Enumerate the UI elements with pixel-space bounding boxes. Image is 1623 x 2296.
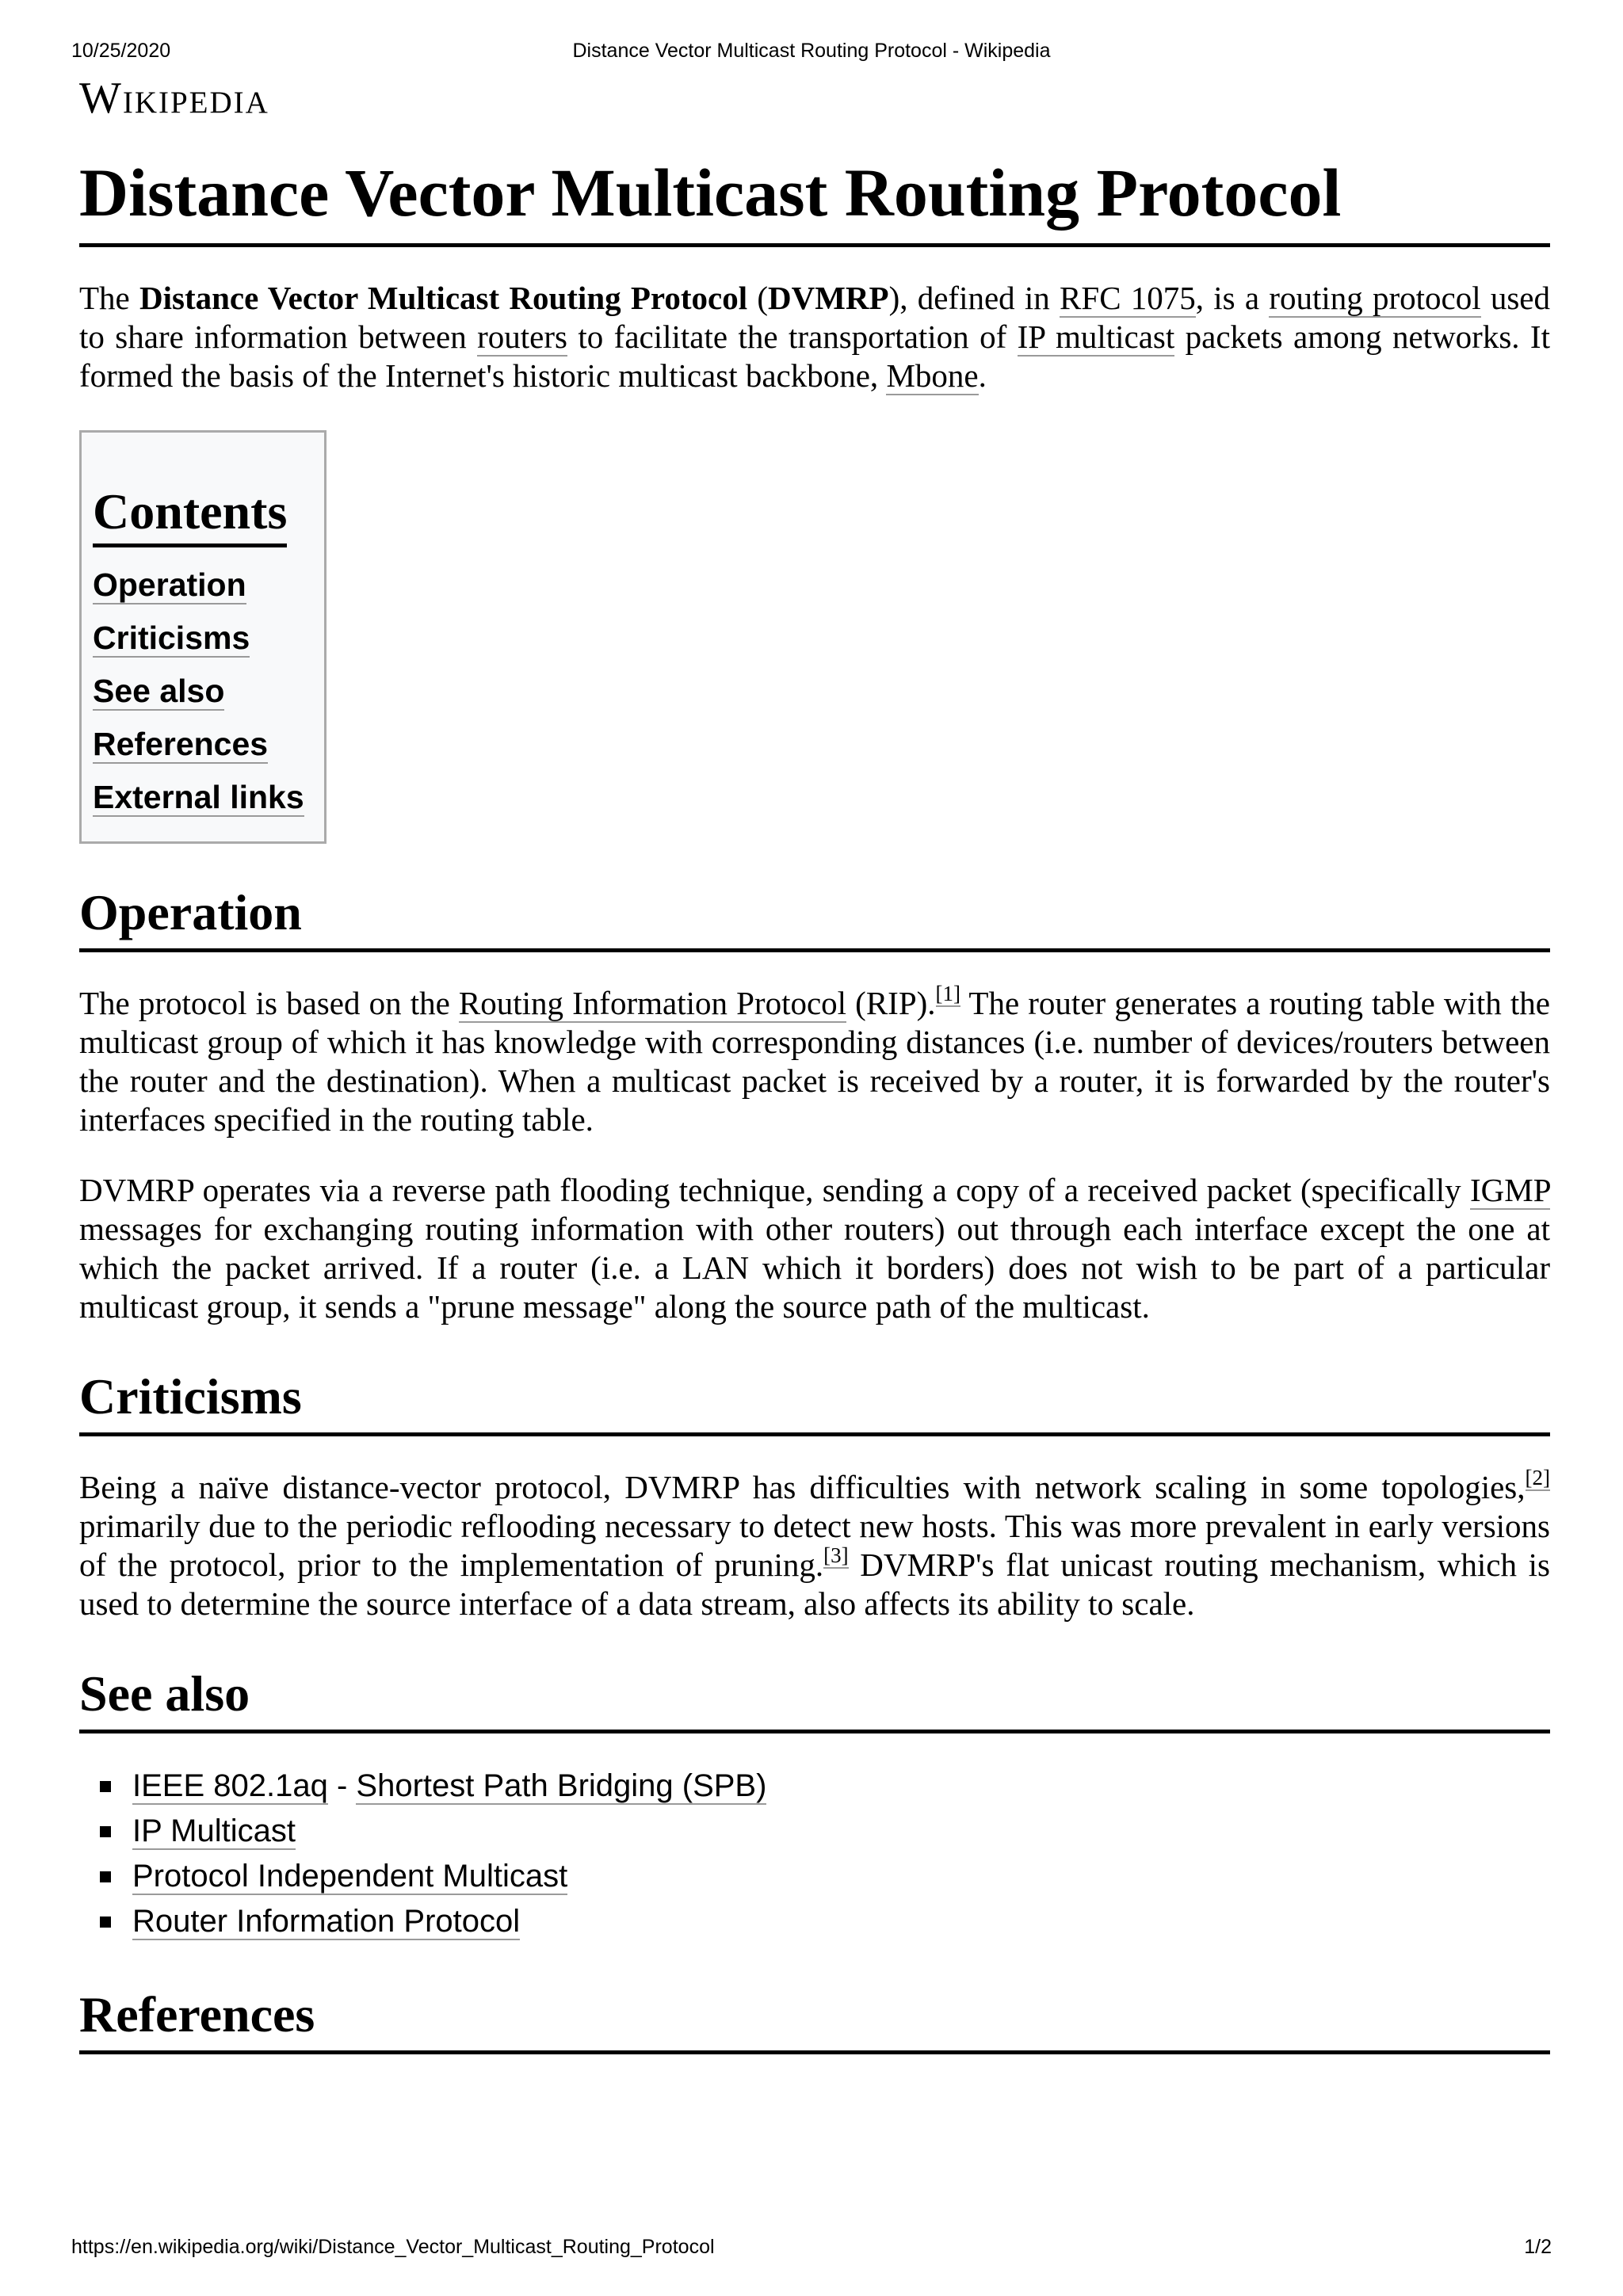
link-rfc-1075[interactable]: RFC 1075	[1060, 280, 1196, 316]
lead-text: The	[79, 280, 139, 316]
criticisms-paragraph	[79, 1468, 1550, 1623]
print-header	[0, 40, 1623, 67]
toc-link[interactable]: External links	[93, 779, 304, 815]
toc-link[interactable]: Criticisms	[93, 620, 250, 656]
toc-title: Contents	[93, 482, 287, 547]
link-igmp[interactable]: IGMP	[1470, 1172, 1550, 1208]
link-ip-multicast[interactable]: IP multicast	[1017, 318, 1175, 355]
toc-link[interactable]: References	[93, 726, 269, 762]
link-protocol-independent-multicast[interactable]: Protocol Independent Multicast	[132, 1859, 568, 1894]
link-routing-information-protocol[interactable]: Routing Information Protocol	[458, 985, 847, 1021]
lead-text: used to share information between	[79, 280, 1551, 355]
table-of-contents	[79, 430, 327, 844]
paragraph-text: Being a naïve distance-vector protocol, DVMRP has difficulties with network scaling in some topologies,	[79, 1469, 1526, 1505]
lead-text: packets among networks. It formed the basis of the Internet's historic multicast backbone,	[79, 318, 1550, 394]
link-routing-protocol[interactable]: routing protocol	[1269, 280, 1481, 316]
link-router-information-protocol[interactable]: Router Information Protocol	[132, 1904, 521, 1939]
operation-paragraph-1	[79, 984, 1550, 1139]
lead-text: to facilitate the transportation of	[567, 318, 1018, 355]
operation-paragraph-2	[79, 1171, 1550, 1326]
list-item	[79, 1809, 1550, 1854]
citation-ref-3[interactable]: [3]	[823, 1543, 849, 1567]
list-item	[79, 1854, 1550, 1899]
see-also-list	[79, 1764, 1550, 1944]
bullet-icon	[100, 1871, 111, 1882]
bullet-icon	[100, 1826, 111, 1837]
lead-text: ), defined in	[888, 280, 1060, 316]
print-date: 10/25/2020	[71, 40, 171, 62]
toc-item-criticisms[interactable]	[93, 612, 324, 665]
heading-see-also: See also	[79, 1665, 1550, 1733]
lead-text: , is a	[1195, 280, 1270, 316]
link-shortest-path-bridging[interactable]: Shortest Path Bridging (SPB)	[356, 1768, 767, 1803]
heading-references: References	[79, 1985, 1550, 2054]
article-title: Distance Vector Multicast Routing Protocol	[79, 154, 1550, 247]
bullet-icon	[100, 1781, 111, 1792]
heading-operation: Operation	[79, 883, 1550, 952]
paragraph-text: DVMRP operates via a reverse path flooding technique, sending a copy of a received packet (specifically	[79, 1172, 1470, 1208]
lead-text: .	[978, 357, 987, 394]
lead-bold-acronym: DVMRP	[768, 280, 889, 316]
list-separator: -	[327, 1768, 357, 1803]
paragraph-text: (RIP).	[846, 985, 936, 1021]
print-footer	[0, 2236, 1623, 2263]
toc-item-references[interactable]	[93, 718, 324, 771]
wikipedia-wordmark[interactable]: Wikipedia	[79, 74, 269, 123]
paragraph-text: The protocol is based on the	[79, 985, 459, 1021]
link-mbone[interactable]: Mbone	[886, 357, 979, 394]
paragraph-text: The router generates a routing table with the multicast group of which it has knowledge with corresponding distances (i.e. number of devices/routers between the router and the destination). When a multicast packet is received by a router, it is forwarded by the router's interfaces specified in the routing table.	[79, 985, 1550, 1138]
toc-list	[93, 559, 324, 824]
lead-text: (	[747, 280, 769, 316]
link-routers[interactable]: routers	[477, 318, 567, 355]
citation-ref-1[interactable]: [1]	[935, 982, 961, 1005]
paragraph-text: DVMRP's flat unicast routing mechanism, which is used to determine the source interface of a data stream, also affects its ability to scale.	[79, 1547, 1550, 1622]
toc-item-external-links[interactable]	[93, 771, 324, 824]
heading-criticisms: Criticisms	[79, 1367, 1550, 1436]
toc-item-operation[interactable]	[93, 559, 324, 612]
link-ieee-802-1aq[interactable]: IEEE 802.1aq	[132, 1768, 328, 1803]
print-page-title: Distance Vector Multicast Routing Protocol - Wikipedia	[572, 40, 1051, 62]
citation-ref-2[interactable]: [2]	[1525, 1466, 1550, 1489]
paragraph-text: messages for exchanging routing information with other routers) out through each interface except the one at which the packet arrived. If a router (i.e. a LAN which it borders) does not wish to be part of a particular multicast group, it sends a "prune message" along the source path of the multicast.	[79, 1211, 1550, 1325]
paragraph-text: primarily due to the periodic reflooding necessary to detect new hosts. This was more prevalent in early versions of the protocol, prior to the implementation of pruning.	[79, 1508, 1550, 1583]
bullet-icon	[100, 1917, 111, 1928]
toc-link[interactable]: See also	[93, 673, 225, 709]
lead-bold-name: Distance Vector Multicast Routing Protocol	[139, 280, 748, 316]
print-url: https://en.wikipedia.org/wiki/Distance_Vector_Multicast_Routing_Protocol	[71, 2236, 715, 2258]
list-item	[79, 1899, 1550, 1944]
toc-link[interactable]: Operation	[93, 566, 246, 603]
print-page-number: 1/2	[1524, 2236, 1552, 2258]
article-content	[79, 154, 1550, 2054]
lead-paragraph	[79, 279, 1550, 395]
toc-item-see-also[interactable]	[93, 665, 324, 718]
list-item	[79, 1764, 1550, 1809]
link-see-also-ip-multicast[interactable]: IP Multicast	[132, 1814, 296, 1848]
